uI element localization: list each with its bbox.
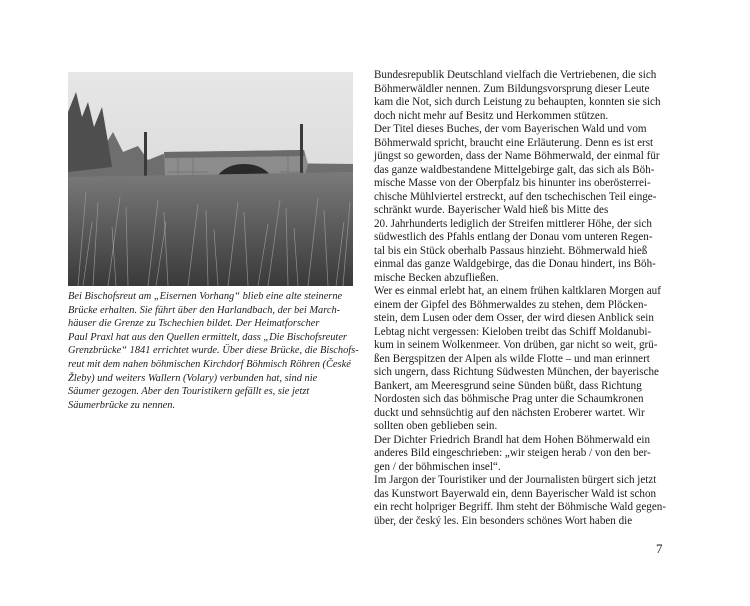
body-line: Bundesrepublik Deutschland vielfach die Vertriebenen, die sich [374,69,657,81]
bridge-photo [68,72,353,286]
body-line: Böhmerwäldler nennen. Zum Bildungsvorsprung dieser Leute [374,82,650,95]
body-line: ßen Bergspitzen der Alpen als wilde Flotte – und man erinnert [374,352,650,365]
body-line: mische Becken abzufließen. [374,271,499,284]
caption-line: häuser die Grenze zu Tschechien bildet. Der Heimatforscher [68,318,320,330]
body-line: Der Titel dieses Buches, der vom Bayerischen Wald und vom [374,123,647,135]
body-line: Im Jargon der Touristiker und der Journalisten bürgert sich jetzt [374,474,657,486]
body-line: südwestlich des Pfahls entlang der Donau vom unteren Regen- [374,231,653,243]
caption-line: Säumer gezogen. Aber den Touristikern gefällt es, sie jetzt [68,386,310,398]
body-line: mische Masse von der Oberpfalz bis hinunter ins oberösterrei- [374,177,651,189]
caption-line: Grenzbrücke“ 1841 errichtet wurde. Über diese Brücke, die Bischofs- [68,345,359,357]
caption-line: Žleby) und weiters Wallern (Volary) verbunden hat, sind nie [68,372,318,384]
body-line: gen / der böhmischen insel“. [374,460,501,473]
body-line: duckt und sehnsüchtig auf den nächsten Eroberer wartet. Wir [374,406,645,419]
body-text [374,69,666,528]
body-line: kam die Not, sich durch Leistung zu behaupten, konnten sie sich [374,96,661,108]
body-line: sich ungern, dass Richtung Südwesten München, der bayerische [374,366,659,378]
body-line: Böhmerwald spricht, braucht eine Erläuterung. Denn es ist erst [374,136,654,149]
caption-line: Brücke erhalten. Sie führt über den Harlandbach, der bei March- [68,304,341,316]
caption-line: Paul Praxl hat aus den Quellen ermittelt, dass „Die Bischofsreuter [68,331,347,343]
caption-line: Säumerbrücke zu nennen. [68,399,176,411]
body-line: sollten oben geblieben sein. [374,420,498,432]
body-line: Bankert, am Meeresgrund seine Sünden büßt, dass Richtung [374,379,642,392]
page-number: 7 [656,541,663,556]
body-line: Wer es einmal erlebt hat, an einem frühen kaltklaren Morgen auf [374,285,661,297]
stone-bridge-photo-icon [68,72,353,286]
body-line: 20. Jahrhunderts lediglich der Streifen mittlerer Höhe, der sich [374,217,652,230]
body-line: stein, dem Lusen oder dem Osser, der wird diesen Anblick sein [374,312,654,324]
body-line: Lebtag nicht vergessen: Kieloben treibt das Schiff Moldanubi- [374,325,652,338]
body-line: tal bis ein Stück oberhalb Passaus hinzieht. Böhmerwald hieß [374,244,648,257]
body-line: einem der Gipfel des Böhmerwaldes zu stehen, dem Plöcken- [374,298,648,311]
body-line: kum in seinem Wolkenmeer. Von drüben, gar nicht so weit, grü- [374,339,658,351]
body-line: einmal das ganze Waldgebirge, das die Donau hindert, ins Böh- [374,258,656,270]
body-line: das ganze waldbestandene Mittelgebirge galt, das sich als Böh- [374,163,655,176]
body-line: ein recht holpriger Begriff. Ihm steht der Böhmische Wald gegen- [374,501,666,513]
caption-line: reut mit dem nahen böhmischen Kirchdorf Böhmisch Röhren (České [68,358,351,370]
body-line: schränkt wurde. Bayerischer Wald hieß bis Mitte des [374,204,609,216]
caption-line: Bei Bischofsreut am „Eisernen Vorhang“ blieb eine alte steinerne [68,291,343,302]
body-line: doch nicht mehr auf Besitz und Herkommen stützen. [374,109,609,122]
body-line: anderes Bild eingeschrieben: „wir steigen herab / von den ber- [374,447,651,459]
body-line: jüngst so geworden, dass der Name Böhmerwald, der einmal für [374,150,660,162]
body-line: Nordosten sich das böhmische Prag unter die Schaumkronen [374,393,644,405]
body-line: chische Mühlviertel erstreckt, auf den tschechischen Teil einge- [374,190,657,203]
body-line: das Kunstwort Bayerwald ein, denn Bayerischer Wald ist schon [374,487,657,500]
body-line: über, der český les. Ein besonders schönes Wort haben die [374,514,633,527]
photo-caption [68,290,360,412]
body-line: Der Dichter Friedrich Brandl hat dem Hohen Böhmerwald ein [374,433,651,446]
